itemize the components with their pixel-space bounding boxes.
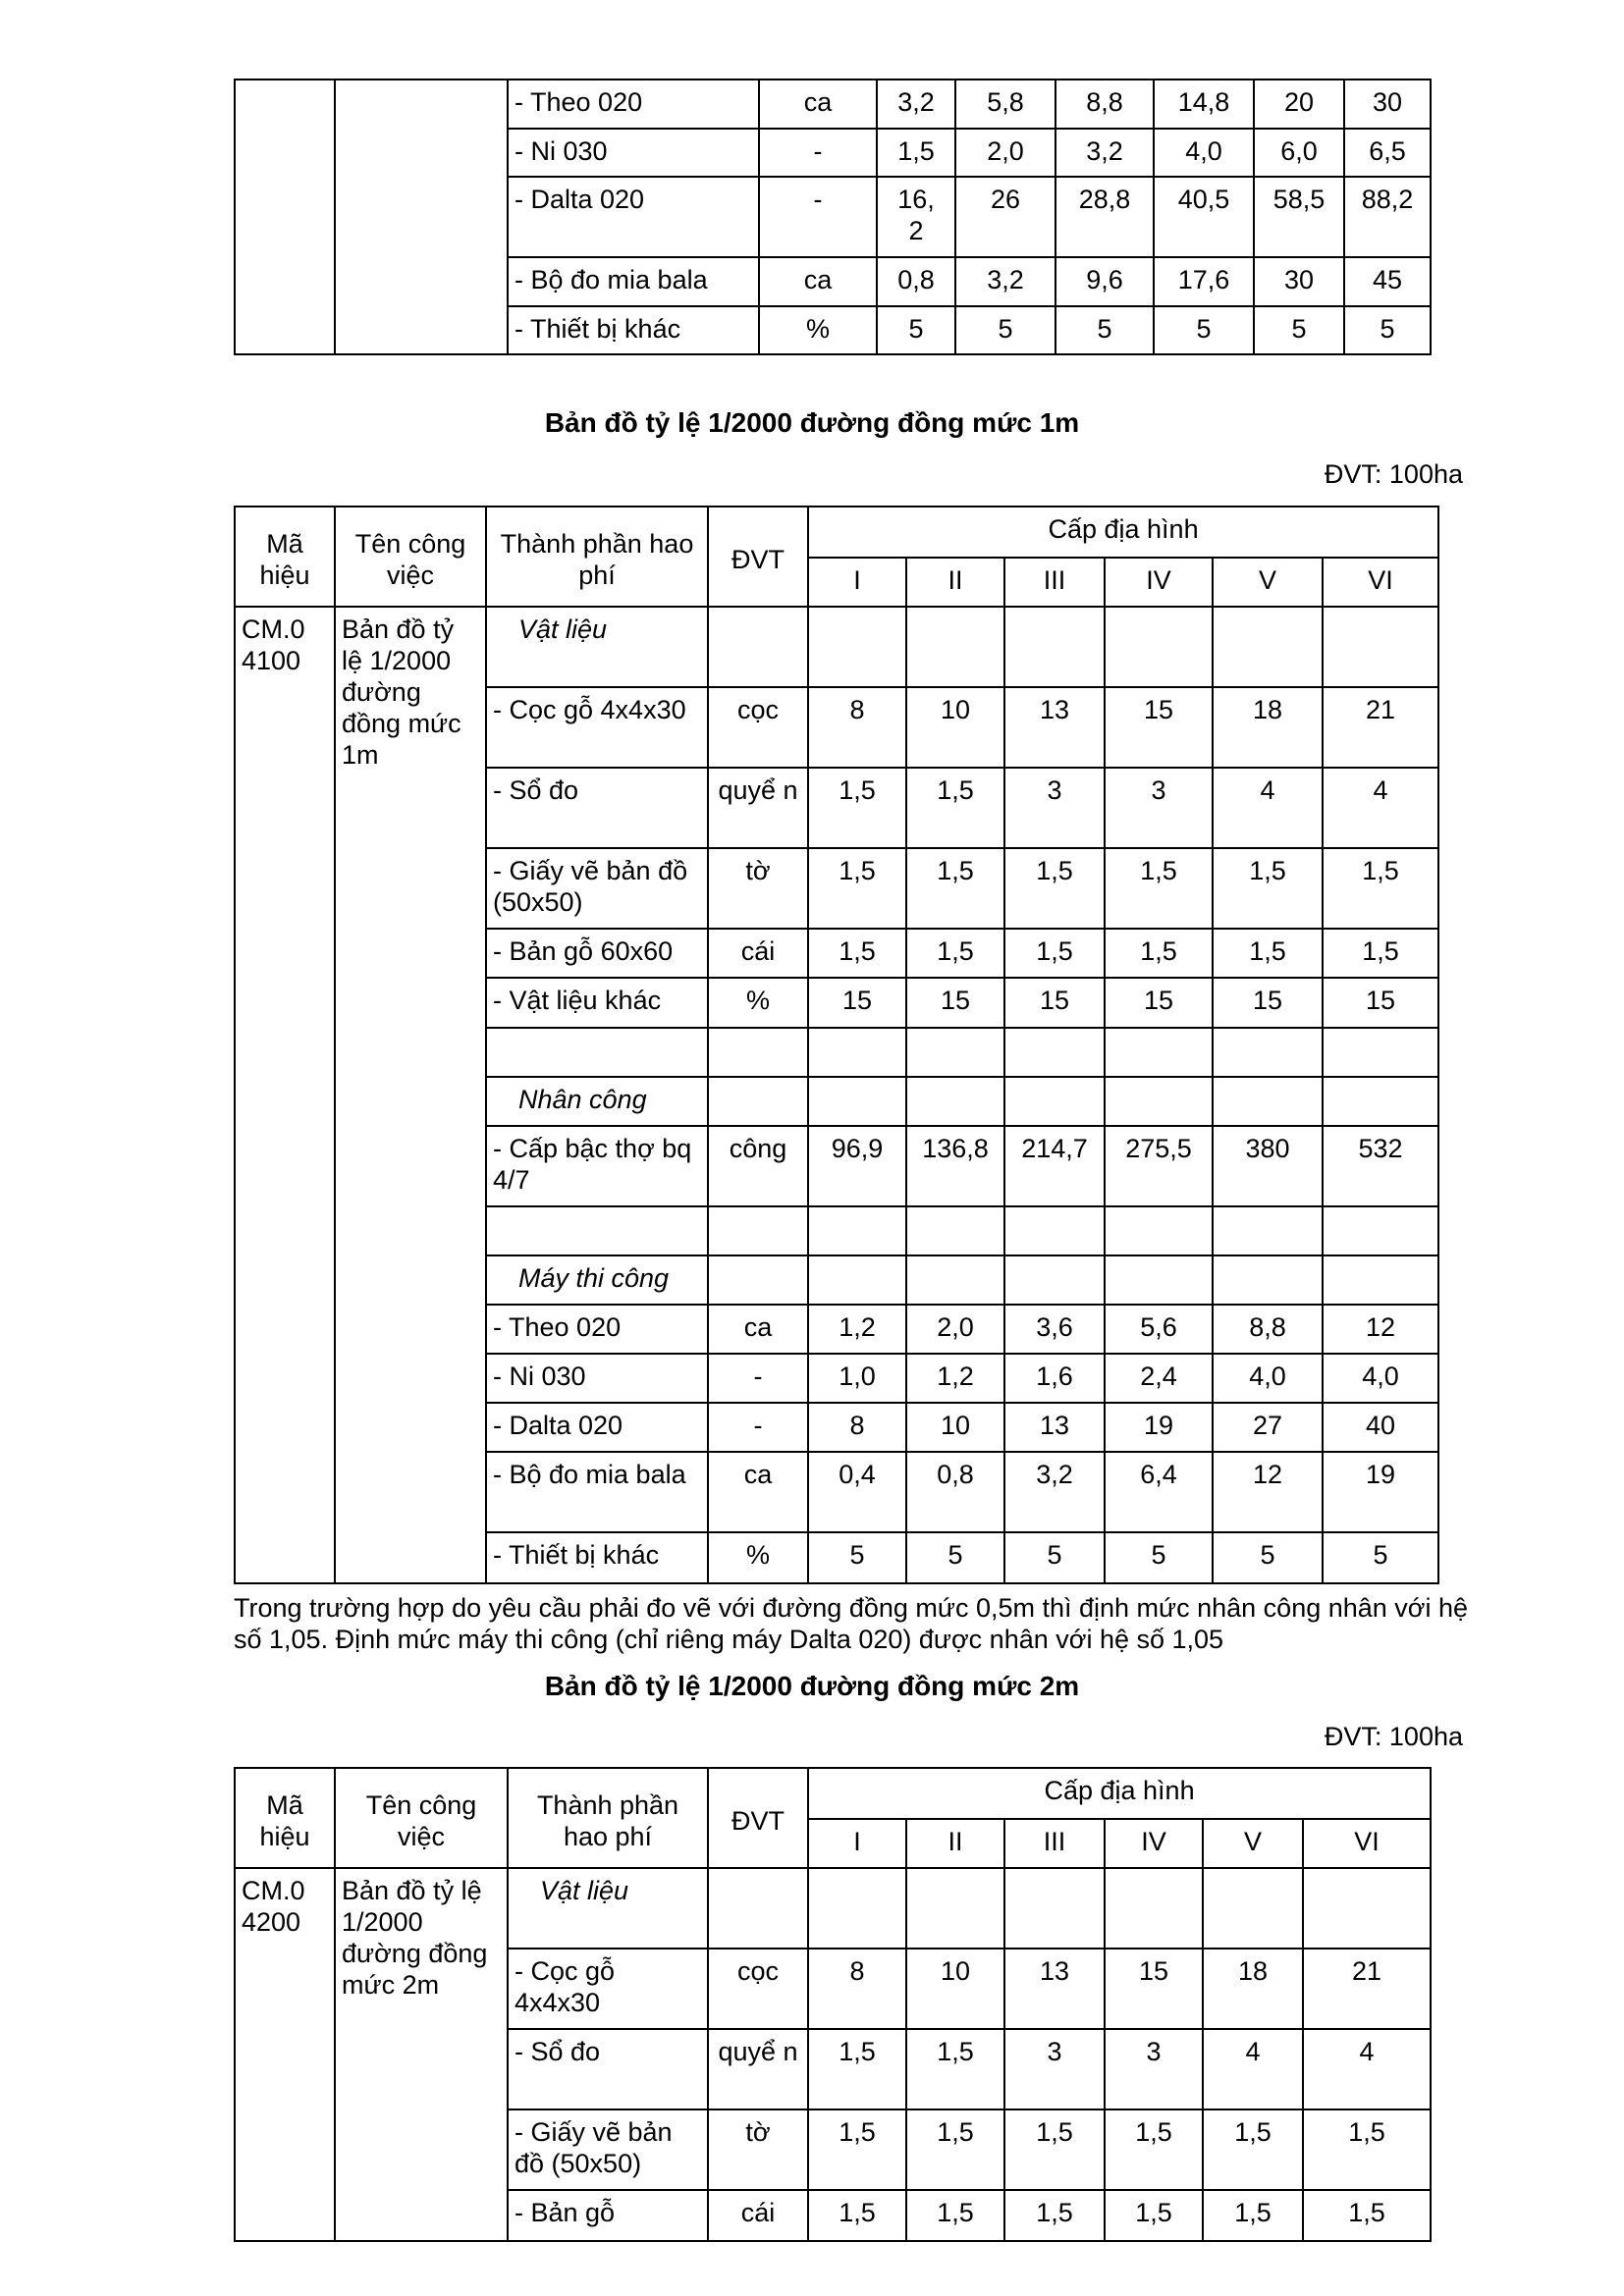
value-cell: 214,7	[1004, 1126, 1105, 1206]
value-cell	[1323, 1206, 1438, 1255]
norm-table-1m	[234, 506, 1439, 1584]
value-cell: 1,5	[808, 768, 906, 848]
header-terrain: Cấp địa hình	[808, 507, 1438, 558]
value-cell	[1105, 1868, 1203, 1949]
value-cell: 18	[1213, 687, 1323, 768]
value-cell: 5	[1254, 306, 1344, 354]
value-cell	[1303, 1868, 1431, 1949]
note-paragraph: Trong trường hợp do yêu cầu phải đo vẽ với đường đồng mức 0,5m thì định mức nhân công nhân với hệ số 1,05. Định mức máy thi công (chỉ riêng máy Dalta 020) được nhân với hệ số 1,05	[234, 1593, 1469, 1654]
value-cell: 275,5	[1105, 1126, 1213, 1206]
value-cell: 6,5	[1344, 129, 1431, 177]
value-cell: 15	[1213, 978, 1323, 1028]
value-cell: 40	[1323, 1403, 1438, 1452]
component-unit: ca	[759, 257, 877, 306]
value-cell	[1323, 607, 1438, 687]
component-name: - Dalta 020	[508, 177, 759, 257]
work-code: CM.0 4100	[235, 607, 335, 1583]
component-unit: ca	[708, 1305, 808, 1354]
value-cell: 10	[906, 687, 1004, 768]
value-cell: 1,5	[1213, 848, 1323, 929]
value-cell: 1,5	[906, 2190, 1004, 2241]
value-cell: 0,4	[808, 1452, 906, 1532]
value-cell: 4	[1203, 2029, 1303, 2109]
value-cell: 3	[1004, 2029, 1105, 2109]
component-name: - Ni 030	[508, 129, 759, 177]
component-unit	[708, 1255, 808, 1305]
value-cell: 19	[1323, 1452, 1438, 1532]
value-cell: 1,6	[1004, 1354, 1105, 1403]
component-unit: tờ	[708, 848, 808, 929]
table-row	[235, 607, 1438, 687]
value-cell: 15	[906, 978, 1004, 1028]
component-name: - Thiết bị khác	[508, 306, 759, 354]
value-cell: 4,0	[1154, 129, 1254, 177]
value-cell: 1,5	[906, 848, 1004, 929]
value-cell: 1,2	[906, 1354, 1004, 1403]
header-level: IV	[1105, 1819, 1203, 1868]
value-cell: 1,5	[808, 929, 906, 978]
value-cell	[1105, 1255, 1213, 1305]
value-cell: 1,5	[1203, 2190, 1303, 2241]
value-cell	[1105, 607, 1213, 687]
header-level: VI	[1323, 558, 1438, 607]
component-name: - Bộ đo mia bala	[508, 257, 759, 306]
value-cell: 2,0	[906, 1305, 1004, 1354]
value-cell: 10	[906, 1403, 1004, 1452]
value-cell: 1,5	[877, 129, 955, 177]
value-cell: 13	[1004, 687, 1105, 768]
value-cell: 6,4	[1105, 1452, 1213, 1532]
value-cell: 1,5	[808, 848, 906, 929]
value-cell: 0,8	[877, 257, 955, 306]
component-name: - Ni 030	[486, 1354, 708, 1403]
component-name: - Cọc gỗ 4x4x30	[486, 687, 708, 768]
value-cell	[1203, 1868, 1303, 1949]
value-cell: 5	[955, 306, 1056, 354]
value-cell: 2,0	[955, 129, 1056, 177]
component-unit: tờ	[708, 2109, 808, 2190]
component-name: Nhân công	[486, 1077, 708, 1126]
value-cell: 1,5	[906, 2029, 1004, 2109]
header-work: Tên công việc	[335, 1768, 508, 1868]
component-name: - Vật liệu khác	[486, 978, 708, 1028]
value-cell: 1,5	[1004, 2190, 1105, 2241]
value-cell: 1,0	[808, 1354, 906, 1403]
value-cell: 13	[1004, 1949, 1105, 2029]
component-unit	[708, 607, 808, 687]
value-cell: 10	[906, 1949, 1004, 2029]
component-name	[486, 1206, 708, 1255]
value-cell: 1,5	[906, 768, 1004, 848]
value-cell: 15	[1105, 687, 1213, 768]
value-cell: 4	[1303, 2029, 1431, 2109]
value-cell: 9,6	[1056, 257, 1154, 306]
value-cell: 30	[1254, 257, 1344, 306]
value-cell	[808, 1255, 906, 1305]
value-cell	[808, 1206, 906, 1255]
value-cell: 136,8	[906, 1126, 1004, 1206]
value-cell: 30	[1344, 80, 1431, 129]
value-cell: 1,5	[808, 2109, 906, 2190]
component-unit: %	[708, 1532, 808, 1583]
value-cell: 1,5	[1004, 848, 1105, 929]
component-unit: cọc	[708, 687, 808, 768]
value-cell	[906, 1255, 1004, 1305]
value-cell: 15	[1323, 978, 1438, 1028]
value-cell: 12	[1213, 1452, 1323, 1532]
header-level: V	[1203, 1819, 1303, 1868]
value-cell	[1213, 1028, 1323, 1077]
work-name: Bản đồ tỷ lệ 1/2000 đường đồng mức 2m	[335, 1868, 508, 2241]
component-name: - Sổ đo	[486, 768, 708, 848]
value-cell: 27	[1213, 1403, 1323, 1452]
value-cell	[808, 1868, 906, 1949]
value-cell: 5	[1105, 1532, 1213, 1583]
value-cell: 40,5	[1154, 177, 1254, 257]
header-level: III	[1004, 1819, 1105, 1868]
value-cell: 21	[1303, 1949, 1431, 2029]
value-cell	[1004, 1028, 1105, 1077]
component-name: - Bản gỗ 60x60	[486, 929, 708, 978]
header-terrain: Cấp địa hình	[808, 1768, 1431, 1819]
value-cell: 1,5	[1323, 929, 1438, 978]
value-cell: 5	[1004, 1532, 1105, 1583]
component-name: - Theo 020	[486, 1305, 708, 1354]
component-name: - Bản gỗ	[508, 2190, 708, 2241]
value-cell: 18	[1203, 1949, 1303, 2029]
header-unit: ĐVT	[708, 507, 808, 607]
component-name: - Sổ đo	[508, 2029, 708, 2109]
value-cell: 3,2	[1004, 1452, 1105, 1532]
unit-note-1m: ĐVT: 100ha	[1324, 459, 1463, 489]
value-cell: 28,8	[1056, 177, 1154, 257]
value-cell: 88,2	[1344, 177, 1431, 257]
value-cell: 45	[1344, 257, 1431, 306]
component-name	[486, 1028, 708, 1077]
value-cell	[1004, 1206, 1105, 1255]
value-cell	[906, 1077, 1004, 1126]
value-cell: 1,5	[1213, 929, 1323, 978]
value-cell: 19	[1105, 1403, 1213, 1452]
value-cell: 5	[1213, 1532, 1323, 1583]
value-cell: 8	[808, 1403, 906, 1452]
value-cell: 1,2	[808, 1305, 906, 1354]
value-cell: 13	[1004, 1403, 1105, 1452]
component-name: - Cọc gỗ 4x4x30	[508, 1949, 708, 2029]
value-cell: 21	[1323, 687, 1438, 768]
value-cell: 3	[1105, 768, 1213, 848]
value-cell: 2,4	[1105, 1354, 1213, 1403]
component-unit: %	[759, 306, 877, 354]
value-cell: 5	[906, 1532, 1004, 1583]
table-row	[235, 1868, 1431, 1949]
value-cell: 5	[1056, 306, 1154, 354]
value-cell	[906, 607, 1004, 687]
work-name: Bản đồ tỷ lệ 1/2000 đường đồng mức 1m	[335, 607, 486, 1583]
section-title-1m: Bản đồ tỷ lệ 1/2000 đường đồng mức 1m	[544, 407, 1080, 438]
value-cell: 1,5	[808, 2190, 906, 2241]
header-level: I	[808, 558, 906, 607]
value-cell: 15	[808, 978, 906, 1028]
value-cell	[1323, 1077, 1438, 1126]
value-cell: 14,8	[1154, 80, 1254, 129]
value-cell: 1,5	[1105, 929, 1213, 978]
value-cell	[1004, 1868, 1105, 1949]
value-cell: 3	[1004, 768, 1105, 848]
value-cell: 0,8	[906, 1452, 1004, 1532]
value-cell	[1004, 1255, 1105, 1305]
component-name: - Giấy vẽ bản đồ (50x50)	[486, 848, 708, 929]
value-cell: 1,5	[1203, 2109, 1303, 2190]
header-level: III	[1004, 558, 1105, 607]
norm-table-2m	[234, 1767, 1432, 2242]
header-code: Mã hiệu	[235, 507, 335, 607]
value-cell: 3	[1105, 2029, 1203, 2109]
component-unit: quyể n	[708, 2029, 808, 2109]
value-cell: 1,5	[1105, 2109, 1203, 2190]
value-cell: 3,2	[1056, 129, 1154, 177]
value-cell: 1,5	[1004, 2109, 1105, 2190]
section-title-2m: Bản đồ tỷ lệ 1/2000 đường đồng mức 2m	[544, 1671, 1080, 1701]
value-cell: 4,0	[1323, 1354, 1438, 1403]
value-cell: 1,5	[1004, 929, 1105, 978]
value-cell: 8,8	[1213, 1305, 1323, 1354]
value-cell: 4,0	[1213, 1354, 1323, 1403]
value-cell: 8	[808, 1949, 906, 2029]
header-code: Mã hiệu	[235, 1768, 335, 1868]
value-cell	[1213, 1077, 1323, 1126]
value-cell: 12	[1323, 1305, 1438, 1354]
header-level: V	[1213, 558, 1323, 607]
table-row	[235, 80, 1431, 129]
value-cell	[906, 1868, 1004, 1949]
value-cell: 3,2	[877, 80, 955, 129]
value-cell: 5	[1154, 306, 1254, 354]
value-cell	[1105, 1028, 1213, 1077]
component-unit: -	[759, 177, 877, 257]
component-name: Vật liệu	[508, 1868, 708, 1949]
header-work: Tên công việc	[335, 507, 486, 607]
value-cell: 5,6	[1105, 1305, 1213, 1354]
header-level: II	[906, 1819, 1004, 1868]
value-cell	[1004, 1077, 1105, 1126]
value-cell: 26	[955, 177, 1056, 257]
value-cell	[1105, 1077, 1213, 1126]
value-cell	[1213, 607, 1323, 687]
component-name: - Dalta 020	[486, 1403, 708, 1452]
header-level: I	[808, 1819, 906, 1868]
value-cell: 1,5	[906, 929, 1004, 978]
value-cell: 4	[1213, 768, 1323, 848]
component-unit: %	[708, 978, 808, 1028]
value-cell	[1213, 1255, 1323, 1305]
value-cell	[1323, 1255, 1438, 1305]
component-name: Máy thi công	[486, 1255, 708, 1305]
component-name: - Theo 020	[508, 80, 759, 129]
value-cell: 4	[1323, 768, 1438, 848]
value-cell: 1,5	[1105, 2190, 1203, 2241]
value-cell: 6,0	[1254, 129, 1344, 177]
component-unit: cọc	[708, 1949, 808, 2029]
unit-note-2m: ĐVT: 100ha	[1324, 1722, 1463, 1751]
component-unit: ca	[759, 80, 877, 129]
component-name: - Bộ đo mia bala	[486, 1452, 708, 1532]
value-cell: 5	[877, 306, 955, 354]
value-cell	[808, 1077, 906, 1126]
component-unit	[708, 1028, 808, 1077]
value-cell: 5	[1323, 1532, 1438, 1583]
value-cell: 3,2	[955, 257, 1056, 306]
value-cell: 1,5	[1323, 848, 1438, 929]
value-cell: 5,8	[955, 80, 1056, 129]
value-cell: 58,5	[1254, 177, 1344, 257]
component-unit: quyể n	[708, 768, 808, 848]
component-name: - Thiết bị khác	[486, 1532, 708, 1583]
component-name: - Giấy vẽ bản đồ (50x50)	[508, 2109, 708, 2190]
header-unit: ĐVT	[708, 1768, 808, 1868]
value-cell: 532	[1323, 1126, 1438, 1206]
component-unit: -	[708, 1403, 808, 1452]
value-cell: 380	[1213, 1126, 1323, 1206]
component-unit: cái	[708, 2190, 808, 2241]
value-cell: 15	[1105, 1949, 1203, 2029]
component-unit: ca	[708, 1452, 808, 1532]
value-cell	[1105, 1206, 1213, 1255]
component-unit: công	[708, 1126, 808, 1206]
header-component: Thành phần hao phí	[508, 1768, 708, 1868]
value-cell: 1,5	[1105, 848, 1213, 929]
value-cell: 1,5	[906, 2109, 1004, 2190]
component-unit: cái	[708, 929, 808, 978]
header-level: II	[906, 558, 1004, 607]
value-cell: 3,6	[1004, 1305, 1105, 1354]
component-name: Vật liệu	[486, 607, 708, 687]
value-cell: 8,8	[1056, 80, 1154, 129]
equipment-table-continued	[234, 79, 1432, 355]
header-level: IV	[1105, 558, 1213, 607]
value-cell: 20	[1254, 80, 1344, 129]
work-name	[335, 80, 508, 354]
value-cell: 1,5	[1303, 2190, 1431, 2241]
value-cell: 5	[808, 1532, 906, 1583]
value-cell: 1,5	[1303, 2109, 1431, 2190]
component-unit	[708, 1077, 808, 1126]
component-unit	[708, 1206, 808, 1255]
value-cell	[808, 607, 906, 687]
header-component: Thành phần hao phí	[486, 507, 708, 607]
component-unit	[708, 1868, 808, 1949]
work-code: CM.0 4200	[235, 1868, 335, 2241]
value-cell: 16, 2	[877, 177, 955, 257]
component-unit: -	[759, 129, 877, 177]
value-cell	[906, 1028, 1004, 1077]
component-name: - Cấp bậc thợ bq 4/7	[486, 1126, 708, 1206]
value-cell: 15	[1105, 978, 1213, 1028]
value-cell: 5	[1344, 306, 1431, 354]
value-cell: 96,9	[808, 1126, 906, 1206]
value-cell	[906, 1206, 1004, 1255]
component-unit: -	[708, 1354, 808, 1403]
value-cell	[1004, 607, 1105, 687]
work-code	[235, 80, 335, 354]
value-cell	[1323, 1028, 1438, 1077]
value-cell: 15	[1004, 978, 1105, 1028]
value-cell	[808, 1028, 906, 1077]
value-cell: 17,6	[1154, 257, 1254, 306]
header-level: VI	[1303, 1819, 1431, 1868]
value-cell	[1213, 1206, 1323, 1255]
value-cell: 8	[808, 687, 906, 768]
value-cell: 1,5	[808, 2029, 906, 2109]
